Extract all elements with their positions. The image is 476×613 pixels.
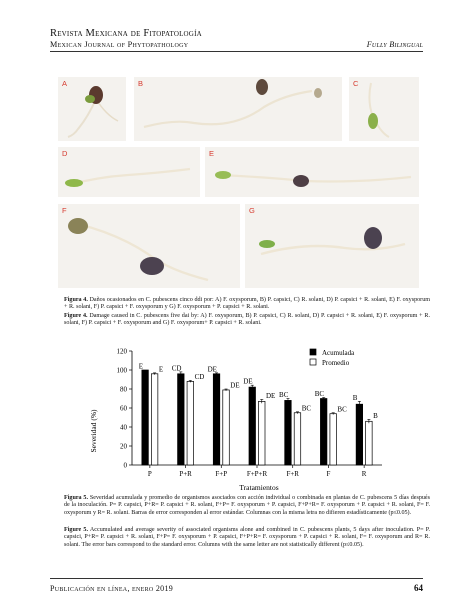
bar-acumulada bbox=[249, 387, 256, 465]
bar-acumulada bbox=[285, 400, 292, 465]
photo-label: A bbox=[62, 79, 68, 88]
significance-letter: DE bbox=[266, 391, 276, 400]
figure-4-text-english: Damage caused in C. pubescens five dai by: A) F. oxysporum, B) P. capsici, C) R. solani, D) P. capsici + R. solani, E) F. oxysporum + R. solani, F) P. capsici + F. oxysporum and G) F. oxysporum+ P. capsici + R. solani. bbox=[64, 313, 430, 327]
figure-5-label-spanish: Figura 5. bbox=[64, 495, 89, 501]
seedling-photo-e bbox=[205, 147, 419, 197]
x-axis-label: Tratamientos bbox=[239, 483, 279, 492]
x-tick-label: P bbox=[147, 470, 152, 478]
bar-promedio bbox=[294, 413, 301, 465]
y-tick-label: 60 bbox=[120, 404, 127, 413]
photo-panel-b bbox=[134, 77, 342, 141]
figure-4-label-spanish: Figura 4. bbox=[64, 297, 88, 303]
seedling-photo-b bbox=[134, 77, 342, 141]
publication-note: Publicación en línea, enero 2019 bbox=[50, 584, 174, 593]
y-tick-label: 40 bbox=[120, 423, 127, 432]
bar-acumulada bbox=[142, 370, 149, 465]
photo-panel-e bbox=[205, 147, 419, 197]
legend-label: Promedio bbox=[322, 359, 350, 367]
significance-letter: BC bbox=[301, 404, 312, 413]
footer-rule bbox=[50, 578, 423, 579]
photo-panel-d bbox=[58, 147, 200, 197]
photo-label: B bbox=[138, 79, 144, 88]
significance-letter: BC bbox=[314, 390, 325, 399]
figure-5-caption-english bbox=[64, 527, 430, 549]
seedling-photo-c bbox=[349, 77, 419, 141]
significance-letter: CD bbox=[194, 372, 205, 381]
legend-label: Acumulada bbox=[322, 349, 355, 357]
y-axis-label: Severidad (%) bbox=[89, 409, 98, 453]
journal-title-spanish: Revista Mexicana de Fitopatología bbox=[50, 28, 202, 39]
x-tick-label: R bbox=[361, 470, 367, 478]
bar-acumulada bbox=[213, 374, 220, 465]
x-tick-label: F+P+R bbox=[246, 470, 268, 478]
bar-acumulada bbox=[320, 399, 327, 466]
legend-swatch bbox=[310, 349, 316, 355]
x-tick-label: F+R bbox=[286, 470, 299, 478]
legend-swatch bbox=[310, 359, 316, 365]
bar-promedio bbox=[366, 421, 373, 465]
significance-letter: B bbox=[352, 393, 358, 402]
photo-panel-a bbox=[58, 77, 126, 141]
seedling-photo-f bbox=[58, 204, 240, 288]
journal-title-english: Mexican Journal of Phytopathology bbox=[50, 40, 189, 49]
seedling-photo-d bbox=[58, 147, 200, 197]
photo-panel-c bbox=[349, 77, 419, 141]
figure-4-caption-english bbox=[64, 313, 430, 328]
x-tick-label: F bbox=[326, 470, 331, 478]
bar-promedio bbox=[151, 374, 158, 465]
header-rule bbox=[50, 51, 423, 52]
page-number: 64 bbox=[414, 583, 423, 593]
seedling-photo-g bbox=[245, 204, 419, 288]
y-tick-label: 120 bbox=[116, 347, 127, 356]
edition-label: Fully Bilingual bbox=[366, 40, 423, 49]
seedling-photo-a bbox=[58, 77, 126, 141]
figure-4-label-english: Figure 4. bbox=[64, 313, 88, 319]
figure-4-caption-spanish bbox=[64, 297, 430, 312]
bar-promedio bbox=[223, 390, 230, 465]
bar-promedio bbox=[259, 401, 266, 465]
significance-letter: E bbox=[158, 365, 164, 374]
bar-acumulada bbox=[178, 374, 185, 465]
photo-label: E bbox=[209, 149, 215, 158]
bar-promedio bbox=[330, 414, 337, 465]
significance-letter: DE bbox=[243, 377, 253, 386]
figure-5-caption-spanish bbox=[64, 495, 430, 517]
figure-4-text-spanish: Daños ocasionados en C. pubescens cinco ddi por: A) F. oxysporum, B) P. capsici, C) R. solani, D) P. capsici + R. solani, E) F. oxysporum + R. solani, F) P. capsici + F. oxysporum y G) F. oxysporum + P. capsici + R. solani. bbox=[64, 297, 430, 311]
bar-acumulada bbox=[356, 404, 363, 465]
x-tick-label: P+R bbox=[179, 470, 192, 478]
y-tick-label: 0 bbox=[123, 461, 127, 470]
significance-letter: BC bbox=[337, 405, 347, 414]
y-tick-label: 20 bbox=[120, 442, 127, 451]
y-tick-label: 100 bbox=[116, 366, 127, 375]
significance-letter: B bbox=[373, 411, 378, 420]
figure-5-text-spanish: Severidad acumulada y promedio de organismos asociados con acción individual o combinada en plantas de C. pubescens 5 días después de la inoculación. P= P. capsici, P+R= P. capsici + R. solani, F+P= F. oxysporum + P. capsici, F+P+R= F. oxysporum + P. capsici + R. solani, F= F. oxysporum y R= R. solani. Barras de error corresponden al error estándar. Columnas con la misma letra no difieren estadísticamente (p≤0.05). bbox=[64, 495, 431, 516]
photo-label: D bbox=[62, 149, 68, 158]
significance-letter: CD bbox=[171, 364, 182, 373]
photo-panel-g bbox=[245, 204, 419, 288]
significance-letter: DE bbox=[230, 381, 240, 390]
figure-5-text-english: Accumulated and average severity of associated organisms alone and combined in C. pubescens plants, 5 days after inoculation. P= P. capsici, P+R= P. capsici + R. solani, F+P= F. oxysporum + P. capsici, F+P+R= F. oxysporum + P. capsici + R. solani, F= F. oxysporum and R= R. solani. The error bars correspond to the standard error. Columns with the same letter are not statistically different (p≤0.05). bbox=[64, 527, 431, 548]
significance-letter: BC bbox=[279, 391, 289, 399]
photo-label: G bbox=[249, 206, 255, 215]
x-tick-label: F+P bbox=[215, 470, 228, 478]
figure-5-label-english: Figure 5. bbox=[64, 527, 88, 533]
bar-promedio bbox=[187, 381, 194, 465]
photo-panel-f bbox=[58, 204, 240, 288]
significance-letter: E bbox=[138, 362, 143, 371]
severity-bar-chart bbox=[86, 343, 388, 493]
y-tick-label: 80 bbox=[120, 385, 127, 394]
significance-letter: DE bbox=[207, 365, 217, 374]
photo-label: F bbox=[62, 206, 67, 215]
photo-label: C bbox=[353, 79, 359, 88]
